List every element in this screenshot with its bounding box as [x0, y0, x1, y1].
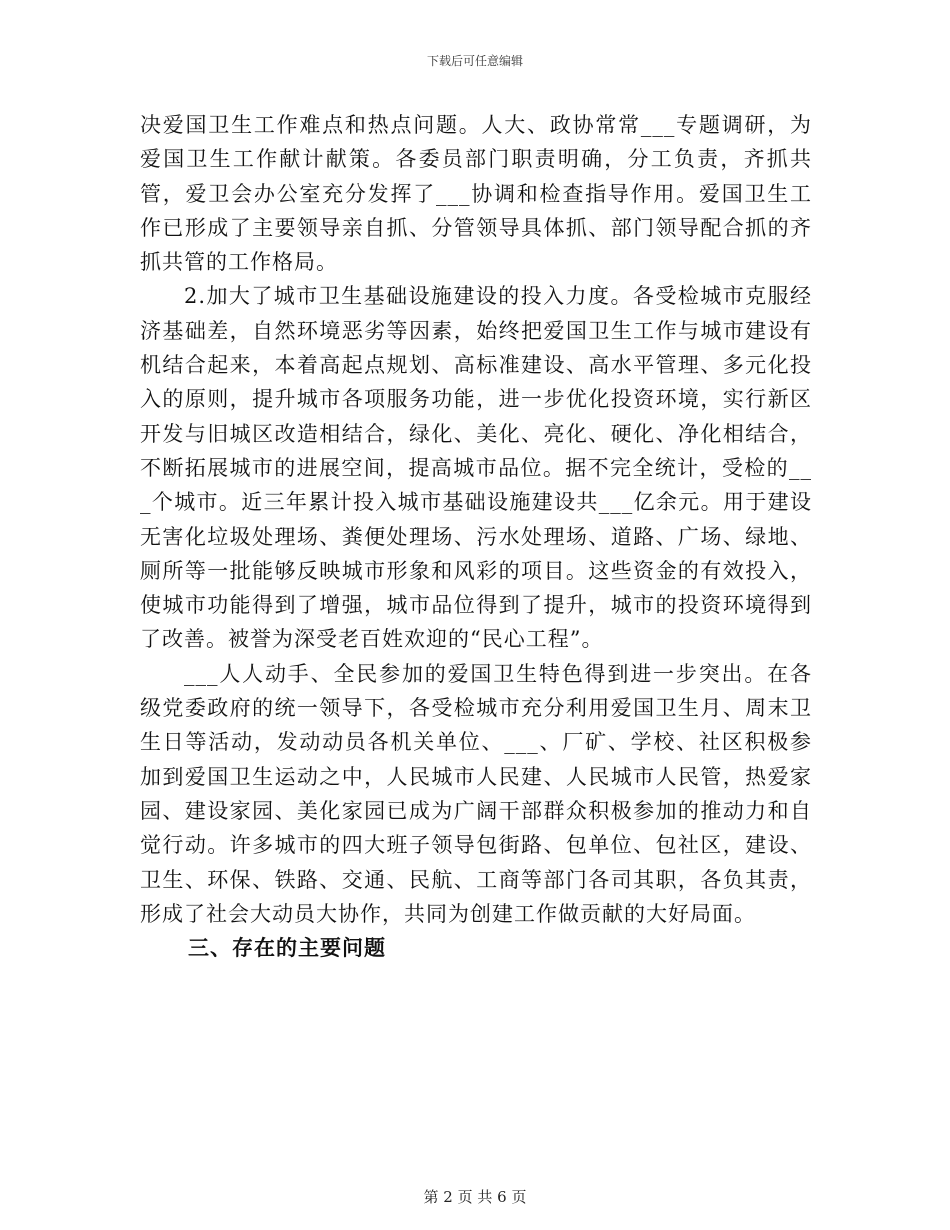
- paragraph-infrastructure: 2.加大了城市卫生基础设施建设的投入力度。各受检城市克服经济基础差，自然环境恶劣等因素，始终把爱国卫生工作与城市建设有机结合起来，本着高起点规划、高标准建设、高水平管理、多元化投入的原则，提升城市各项服务功能，进一步优化投资环境，实行新区开发与旧城区改造相结合，绿化、美化、亮化、硬化、净化相结合，不断拓展城市的进展空间，提高城市品位。据不完全统计，受检的___个城市。近三年累计投入城市基础设施建设共___亿余元。用于建设无害化垃圾处理场、粪便处理场、污水处理场、道路、广场、绿地、厕所等一批能够反映城市形象和风彩的项目。这些资金的有效投入，使城市功能得到了增强，城市品位得到了提升，城市的投资环境得到了改善。被誉为深受老百姓欢迎的“民心工程”。: [140, 284, 812, 652]
- section-heading: 三、存在的主要问题: [188, 936, 386, 961]
- page-header: 下载后可任意编辑: [426, 54, 523, 68]
- page-footer: 第 2 页 共 6 页: [423, 1188, 527, 1206]
- paragraph-mass-participation: ___人人动手、全民参加的爱国卫生特色得到进一步突出。在各级党委政府的统一领导下，各受检城市充分利用爱国卫生月、周末卫生日等活动，发动动员各机关单位、___、厂矿、学校、社区积极参加到爱国卫生运动之中，人民城市人民建、人民城市人民管，热爱家园、建设家园、美化家园已成为广阔干部群众积极参加的推动力和自觉行动。许多城市的四大班子领导包街路、包单位、包社区，建设、卫生、环保、铁路、交通、民航、工商等部门各司其职，各负其责，形成了社会大动员大协作，共同为创建工作做贡献的大好局面。: [140, 661, 812, 926]
- paragraph-continuation: 决爱国卫生工作难点和热点问题。人大、政协常常___专题调研，为爱国卫生工作献计献策。各委员部门职责明确，分工负责，齐抓共管，爱卫会办公室充分发挥了___协调和检查指导作用。爱国卫生工作已形成了主要领导亲自抓、分管领导具体抓、部门领导配合抓的齐抓共管的工作格局。: [140, 113, 812, 275]
- document-body: [140, 108, 812, 965]
